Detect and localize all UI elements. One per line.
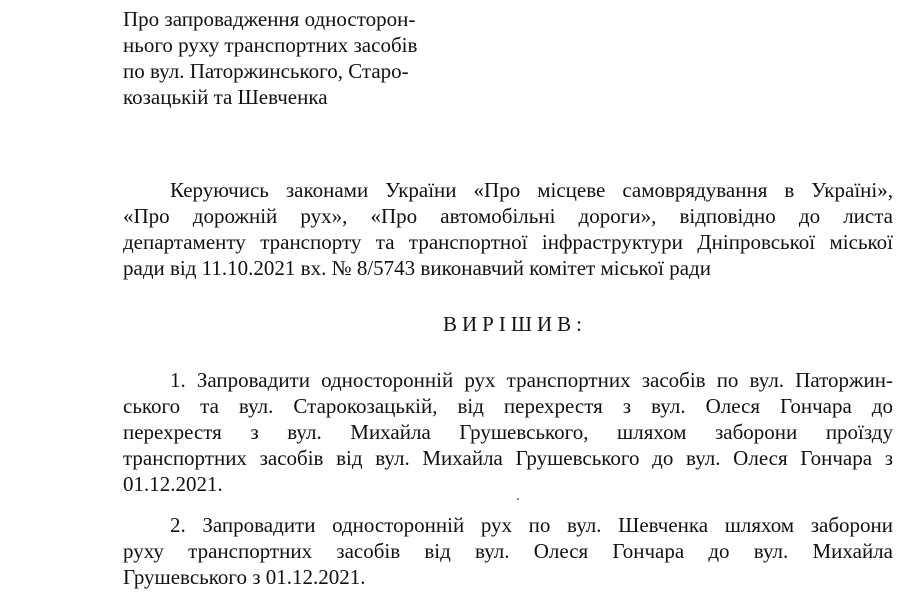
text-line: «Про дорожній рух», «Про автомобільні дороги», відповідно до листа — [123, 204, 893, 228]
preamble-paragraph — [123, 177, 893, 281]
text-line: Грушевського з 01.12.2021. — [123, 565, 366, 589]
title-line: козацькій та Шевченка — [123, 85, 328, 109]
text-line: руху транспортних засобів від вул. Олеся Гончара до вул. Михайла — [123, 539, 893, 563]
text-line: транспортних засобів від вул. Михайла Грушевського до вул. Олеся Гончара з — [123, 446, 893, 470]
text-line: 2. Запровадити односторонній рух по вул. Шевченка шляхом заборони — [170, 513, 893, 537]
text-line: перехрестя з вул. Михайла Грушевського, шляхом заборони проїзду — [123, 420, 893, 444]
title-line: Про запровадження односторон- — [123, 7, 416, 31]
scan-speck — [517, 498, 519, 500]
text-line: ради від 11.10.2021 вх. № 8/5743 виконавчий комітет міської ради — [123, 256, 711, 280]
text-line: департаменту транспорту та транспортної інфраструктури Дніпровської міської — [123, 230, 893, 254]
item-1-paragraph — [123, 367, 893, 497]
item-2-paragraph — [123, 512, 893, 590]
title-line: нього руху транспортних засобів — [123, 33, 418, 57]
document-title — [123, 6, 417, 110]
decision-heading: ВИРІШИВ: — [442, 312, 588, 336]
text-line: 01.12.2021. — [123, 472, 223, 496]
text-line: 1. Запровадити односторонній рух транспортних засобів по вул. Паторжин- — [170, 368, 893, 392]
title-line: по вул. Паторжинського, Старо- — [123, 59, 409, 83]
text-line: ського та вул. Старокозацькій, від перехрестя з вул. Олеся Гончара до — [123, 394, 893, 418]
text-line: Керуючись законами України «Про місцеве самоврядування в Україні», — [170, 178, 893, 202]
